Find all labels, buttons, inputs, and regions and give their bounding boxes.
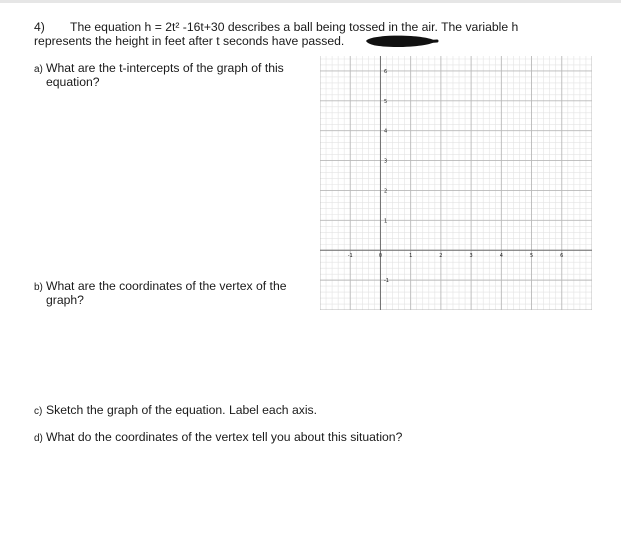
problem-statement-line1: The equation h = 2t² -16t+30 describes a ball being tossed in the air. The variable h [70, 20, 519, 34]
question-c-text: Sketch the graph of the equation. Label each axis. [46, 403, 318, 417]
y-tick-label: 5 [383, 98, 388, 105]
coordinate-grid [320, 56, 592, 310]
minor-grid-lines [320, 56, 592, 310]
question-b-letter: b) [34, 282, 43, 293]
redaction-scribble [363, 35, 439, 48]
y-tick-label: 4 [383, 128, 388, 135]
question-a-line1: What are the t-intercepts of the graph of this [46, 61, 284, 75]
question-a-letter: a) [34, 64, 43, 75]
x-tick-label: 2 [439, 253, 443, 260]
x-tick-label: 0 [378, 253, 383, 260]
x-tick-label: 1 [409, 253, 413, 260]
top-border [0, 0, 621, 3]
y-tick-label: 6 [383, 68, 388, 75]
question-a-line2: equation? [46, 75, 100, 89]
axes [320, 56, 592, 310]
y-tick-label: 1 [383, 218, 388, 225]
y-tick-label: -1 [383, 278, 389, 285]
x-tick-label: 5 [529, 253, 534, 260]
problem-statement-line2: represents the height in feet after t seconds have passed. [34, 34, 345, 48]
y-tick-label: 2 [383, 188, 388, 195]
question-d-text: What do the coordinates of the vertex tell you about this situation? [46, 430, 403, 444]
x-tick-label: -1 [347, 253, 353, 260]
x-tick-label: 6 [560, 253, 564, 260]
question-d-letter: d) [34, 433, 43, 444]
major-grid-lines [320, 56, 592, 310]
x-tick-label: 4 [499, 253, 503, 260]
question-c-letter: c) [34, 406, 43, 417]
y-tick-label: 3 [383, 158, 388, 165]
x-tick-label: 3 [469, 253, 473, 260]
question-b-line2: graph? [46, 293, 84, 307]
problem-number: 4) [34, 20, 45, 34]
question-b-line1: What are the coordinates of the vertex of the [46, 279, 287, 293]
